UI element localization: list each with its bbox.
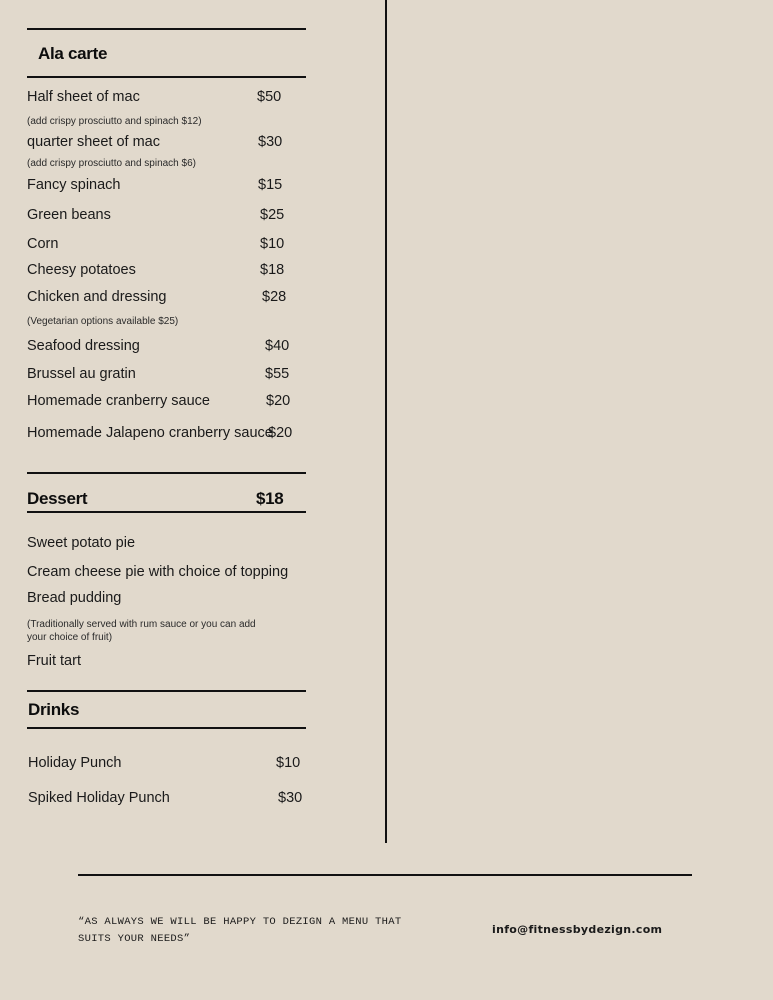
menu-price-quarter-sheet-mac: $30 xyxy=(258,134,283,150)
dessert-item-bread-pudding: Bread pudding xyxy=(27,590,122,606)
contact-email[interactable]: info@fitnessbydezign.com xyxy=(492,923,663,936)
menu-price-cheesy-potatoes: $18 xyxy=(260,262,285,278)
menu-item-jalapeno-cranberry-sauce: Homemade Jalapeno cranberry sauce xyxy=(27,425,273,441)
drinks-bottom-rule xyxy=(27,727,306,729)
menu-price-half-sheet-mac: $50 xyxy=(257,89,282,105)
menu-item-green-beans: Green beans xyxy=(27,207,111,223)
menu-item-fancy-spinach: Fancy spinach xyxy=(27,177,121,193)
ala-carte-top-rule xyxy=(27,28,306,30)
menu-item-brussel-au-gratin: Brussel au gratin xyxy=(27,366,136,382)
drink-item-holiday-punch: Holiday Punch xyxy=(28,755,122,771)
menu-item-half-sheet-mac: Half sheet of mac xyxy=(27,89,140,105)
dessert-top-rule xyxy=(27,472,306,474)
drink-item-spiked-holiday-punch: Spiked Holiday Punch xyxy=(28,790,170,806)
menu-item-cheesy-potatoes: Cheesy potatoes xyxy=(27,262,136,278)
dessert-item-cream-cheese-pie: Cream cheese pie with choice of topping xyxy=(27,564,289,580)
dessert-item-fruit-tart: Fruit tart xyxy=(27,653,81,669)
menu-price-seafood-dressing: $40 xyxy=(265,338,290,354)
menu-price-brussel-au-gratin: $55 xyxy=(265,366,290,382)
dessert-heading: Dessert xyxy=(27,489,88,508)
drinks-heading: Drinks xyxy=(28,700,80,719)
drink-price-holiday-punch: $10 xyxy=(276,755,301,771)
vertical-divider xyxy=(385,0,387,843)
menu-item-cranberry-sauce: Homemade cranberry sauce xyxy=(27,393,210,409)
menu-price-jalapeno-cranberry-sauce: $20 xyxy=(268,425,293,441)
menu-price-fancy-spinach: $15 xyxy=(258,177,283,193)
menu-note-quarter-sheet-mac: (add crispy prosciutto and spinach $6) xyxy=(27,158,196,169)
menu-note-chicken-dressing: (Vegetarian options available $25) xyxy=(27,316,179,327)
footer-rule xyxy=(78,874,692,876)
ala-carte-bottom-rule xyxy=(27,76,306,78)
drinks-top-rule xyxy=(27,690,306,692)
menu-item-corn: Corn xyxy=(27,236,59,252)
dessert-note-bread-pudding: (Traditionally served with rum sauce or you can add your choice of fruit) xyxy=(27,619,256,643)
dessert-item-sweet-potato-pie: Sweet potato pie xyxy=(27,535,136,551)
ala-carte-heading: Ala carte xyxy=(38,44,108,63)
menu-price-chicken-dressing: $28 xyxy=(262,289,287,305)
menu-price-cranberry-sauce: $20 xyxy=(266,393,291,409)
menu-price-corn: $10 xyxy=(260,236,285,252)
menu-item-seafood-dressing: Seafood dressing xyxy=(27,338,140,354)
drink-price-spiked-holiday-punch: $30 xyxy=(278,790,303,806)
dessert-bottom-rule xyxy=(27,511,306,513)
menu-item-chicken-dressing: Chicken and dressing xyxy=(27,289,167,305)
menu-item-quarter-sheet-mac: quarter sheet of mac xyxy=(27,134,160,150)
menu-price-green-beans: $25 xyxy=(260,207,285,223)
dessert-price: $18 xyxy=(256,489,284,508)
menu-note-half-sheet-mac: (add crispy prosciutto and spinach $12) xyxy=(27,116,202,127)
footer-quote: “AS ALWAYS WE WILL BE HAPPY TO DEZIGN A MENU THAT SUITS YOUR NEEDS” xyxy=(78,916,402,945)
